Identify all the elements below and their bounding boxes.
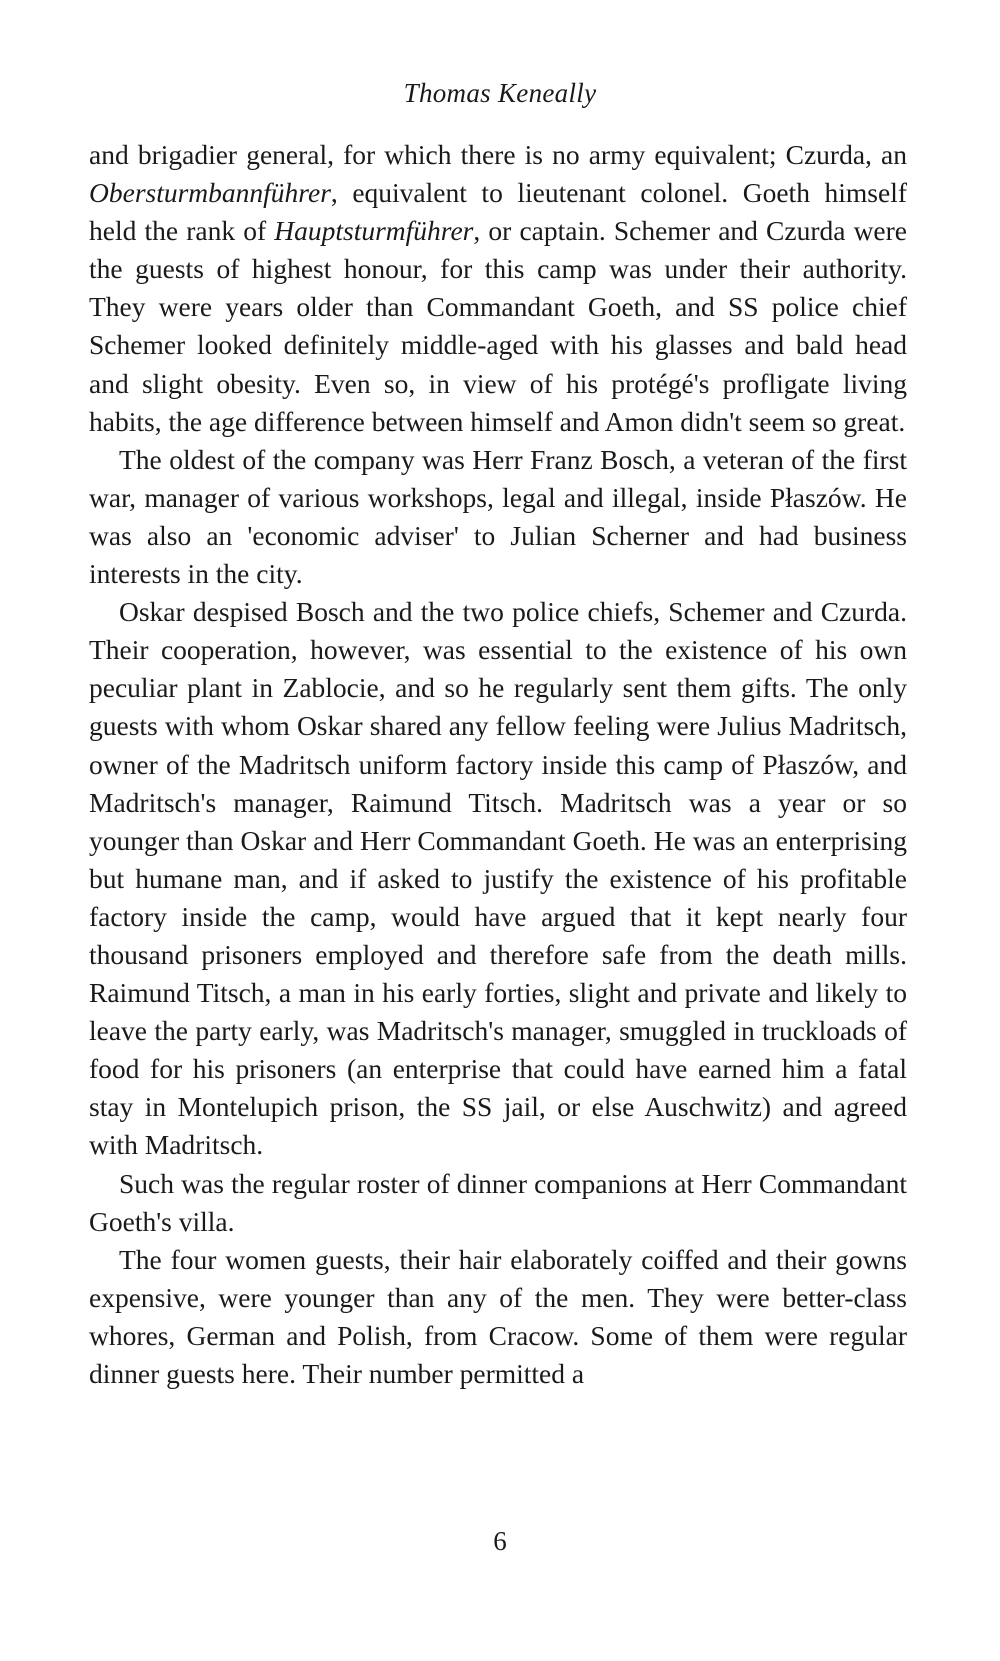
paragraph: Oskar despised Bosch and the two police chiefs, Schemer and Czurda. Their cooperation, however, was essential to the existence of his own peculiar plant in Zablocie, and so he regularly sent them gifts. The only guests with whom Oskar shared any fellow feeling were Julius Madritsch, owner of the Madritsch uniform factory inside this camp of Płaszów, and Madritsch's manager, Raimund Titsch. Madritsch was a year or so younger than Oskar and Herr Commandant Goeth. He was an enterprising but humane man, and if asked to justify the existence of his profitable factory inside the camp, would have argued that it kept nearly four thousand prisoners employed and therefore safe from the death mills. Raimund Titsch, a man in his early forties, slight and private and likely to leave the party early, was Madritsch's manager, smuggled in truckloads of food for his prisoners (an enterprise that could have earned him a fatal stay in Montelupich prison, the SS jail, or else Auschwitz) and agreed with Madritsch. — [89, 596, 907, 1161]
page-number: 6 — [493, 1526, 507, 1556]
paragraph: The oldest of the company was Herr Franz Bosch, a veteran of the first war, manager of various workshops, legal and illegal, inside Płaszów. He was also an 'economic adviser' to Julian Scherner and had business interests in the city. — [89, 443, 907, 590]
foreign-term: Obersturmbannführer — [89, 177, 331, 209]
paragraph: and brigadier general, for which there is no army equivalent; Czurda, an Obersturmbannführer, equivalent to lieutenant colonel. Goeth himself held the rank of Hauptsturmführer, or captain. Schemer and Czurda were the guests of highest honour, for this camp was under their authority. They were years older than Commandant Goeth, and SS police chief Schemer looked definitely middle-aged with his glasses and bald head and slight obesity. Even so, in view of his protégé's profligate living habits, the age difference between himself and Amon didn't seem so great. — [89, 139, 907, 437]
paragraph: Such was the regular roster of dinner companions at Herr Commandant Goeth's villa. — [89, 1167, 907, 1237]
paragraph: The four women guests, their hair elaborately coiffed and their gowns expensive, were younger than any of the men. They were better-class whores, German and Polish, from Cracow. Some of them were regular dinner guests here. Their number permitted a — [89, 1243, 907, 1389]
foreign-term: Hauptsturmführer — [274, 215, 474, 247]
body-text — [89, 136, 907, 1393]
running-head-author: Thomas Keneally — [403, 78, 597, 108]
